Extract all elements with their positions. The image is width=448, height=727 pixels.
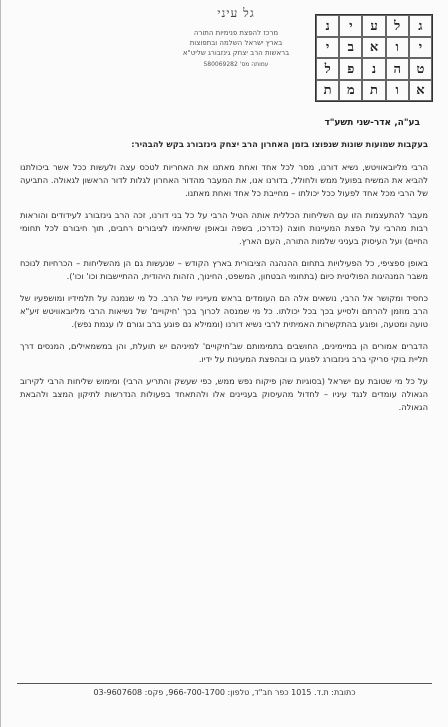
logo-letter: א	[362, 37, 385, 59]
logo-letter: מ	[339, 80, 362, 102]
logo-letter: א	[409, 80, 432, 102]
logo-letter: ו	[386, 37, 409, 59]
org-registration: עמותה מס' 580069282	[203, 61, 269, 68]
logo-letter: נ	[362, 58, 385, 80]
logo-letter: ו	[386, 80, 409, 102]
logo-letter: ת	[362, 80, 385, 102]
footer-divider	[17, 683, 432, 684]
logo-letter: ל	[386, 15, 409, 37]
paragraph-4: כחסיד ומקושר אל הרבי, נושאים אלה הם העומדים בראש מעייניו של הרב. כל מי שנמנה על תלמידיו ומושפעיו של הרב מוזמן להרתם ולסייע בכך בכל יכולתו. כל מי שמנסה לכרוך בכך 'חיקויים' של נשיאות הרבי מליובאוויטש זיע"א טועה ומטעה, ופוגע בהתקשרות האמיתית לרבי נשיא דורנו (וממילא גם פוגע ברב וגורם לו עגמת נפש).	[20, 293, 428, 329]
logo-letter-grid	[315, 14, 433, 102]
logo-letter: י	[409, 37, 432, 59]
org-line-3: בראשות הרב יצחק גינזבורג שליט"א	[182, 49, 290, 57]
logo-letter: י	[316, 37, 339, 59]
logo-letter: ע	[362, 15, 385, 37]
logo-letter: ת	[316, 80, 339, 102]
paragraph-5: הדברים אמורים הן במיימינים, החושבים בתמימותם שב'חיקויים' למיניהם יש תועלת, והן במשמאילים, המנסים דרך תליית בוקי סריקי ברב גינזבורג לפגוע בו ובהפצת המעינות על ידיו.	[20, 341, 428, 364]
logo-letter: פ	[339, 58, 362, 80]
letter-body	[20, 138, 428, 423]
paragraph-1: הרבי מליובאוויטש, נשיא דורנו, מסר לכל אחד ואחת מאתנו את האחריות לטכס עצה ולעשות ככל אשר ביכולתנו להביא את המשיח בפועל ממש ולחולל, בדורנו אנו, את המעבר מהדור האחרון לגלות לדור הראשון לגאולה. התביעה של הרבי מכל אחד לפעול ככל יכולתו – מחייבת כל אחד ואחת מאתנו.	[20, 162, 428, 198]
logo-letter: ג	[409, 15, 432, 37]
org-line-1: מרכז להפצת פנימיות התורה	[193, 29, 279, 37]
paragraph-3: באופן ספציפי, כל הפעילויות בתחום ההנהגה הציבורית בארץ הקודש – שנעשות גם הן מהשליחות – הכרחיות לנוכח משבר המנהיגות הפוליטית כיום (בתחומי הבטחון, המשפט, החינוך, הזהות היהודית, ההתיישבות וכו' וכו').	[20, 258, 428, 281]
logo-letter: ה	[386, 58, 409, 80]
footer-contact: כתובת: ת.ד. 1015 כפר חב"ד, טלפון: 966-700-1700, פקס: 03-9607608	[93, 688, 356, 697]
letter-subject: בעקבות שמועות שונות שנפוצו בזמן האחרון הרב יצחק גינזבורג בקש להבהיר:	[131, 139, 428, 149]
logo-letter: ט	[409, 58, 432, 80]
logo-letter: ל	[316, 58, 339, 80]
org-line-2: בארץ ישראל השלמה ובתפוצות	[189, 39, 283, 47]
logo-letter: נ	[316, 15, 339, 37]
logo-letter: ב	[339, 37, 362, 59]
logo-letter: י	[339, 15, 362, 37]
letter-date: בע"ה, אדר-שני תשע"ד	[324, 118, 420, 128]
org-name: גל עיני	[217, 6, 255, 20]
paragraph-6: על כל מי שטובת עם ישראל (בסוגיות שהן פיקוח נפש ממש, כפי שעשק והתריע הרבי) ומימוש שליחות הרבי לקירוב הגאולה עומדים לנגד עיניו – לחדול מהעיסוק בעניינים אלו ולהתאחד בפעולות הנדרשות לתיקון המצב ולהבאת הגאולה.	[20, 376, 428, 412]
paragraph-2: מעבר להתעצמות הזו עם השליחות הכללית אותה הטיל הרבי על כל בני דורנו, זכה הרב גינזבורג לעידודים והוראות רבות מהרבי על הפצת המעיינות חוצה (כדרכו, בשפה ובאופן שיתאימו לציבורים רחבים, תוך חיבורם לכל תחומי החיים) ועל העיסוק בעניני שלמות התורה, העם הארץ.	[20, 210, 428, 246]
